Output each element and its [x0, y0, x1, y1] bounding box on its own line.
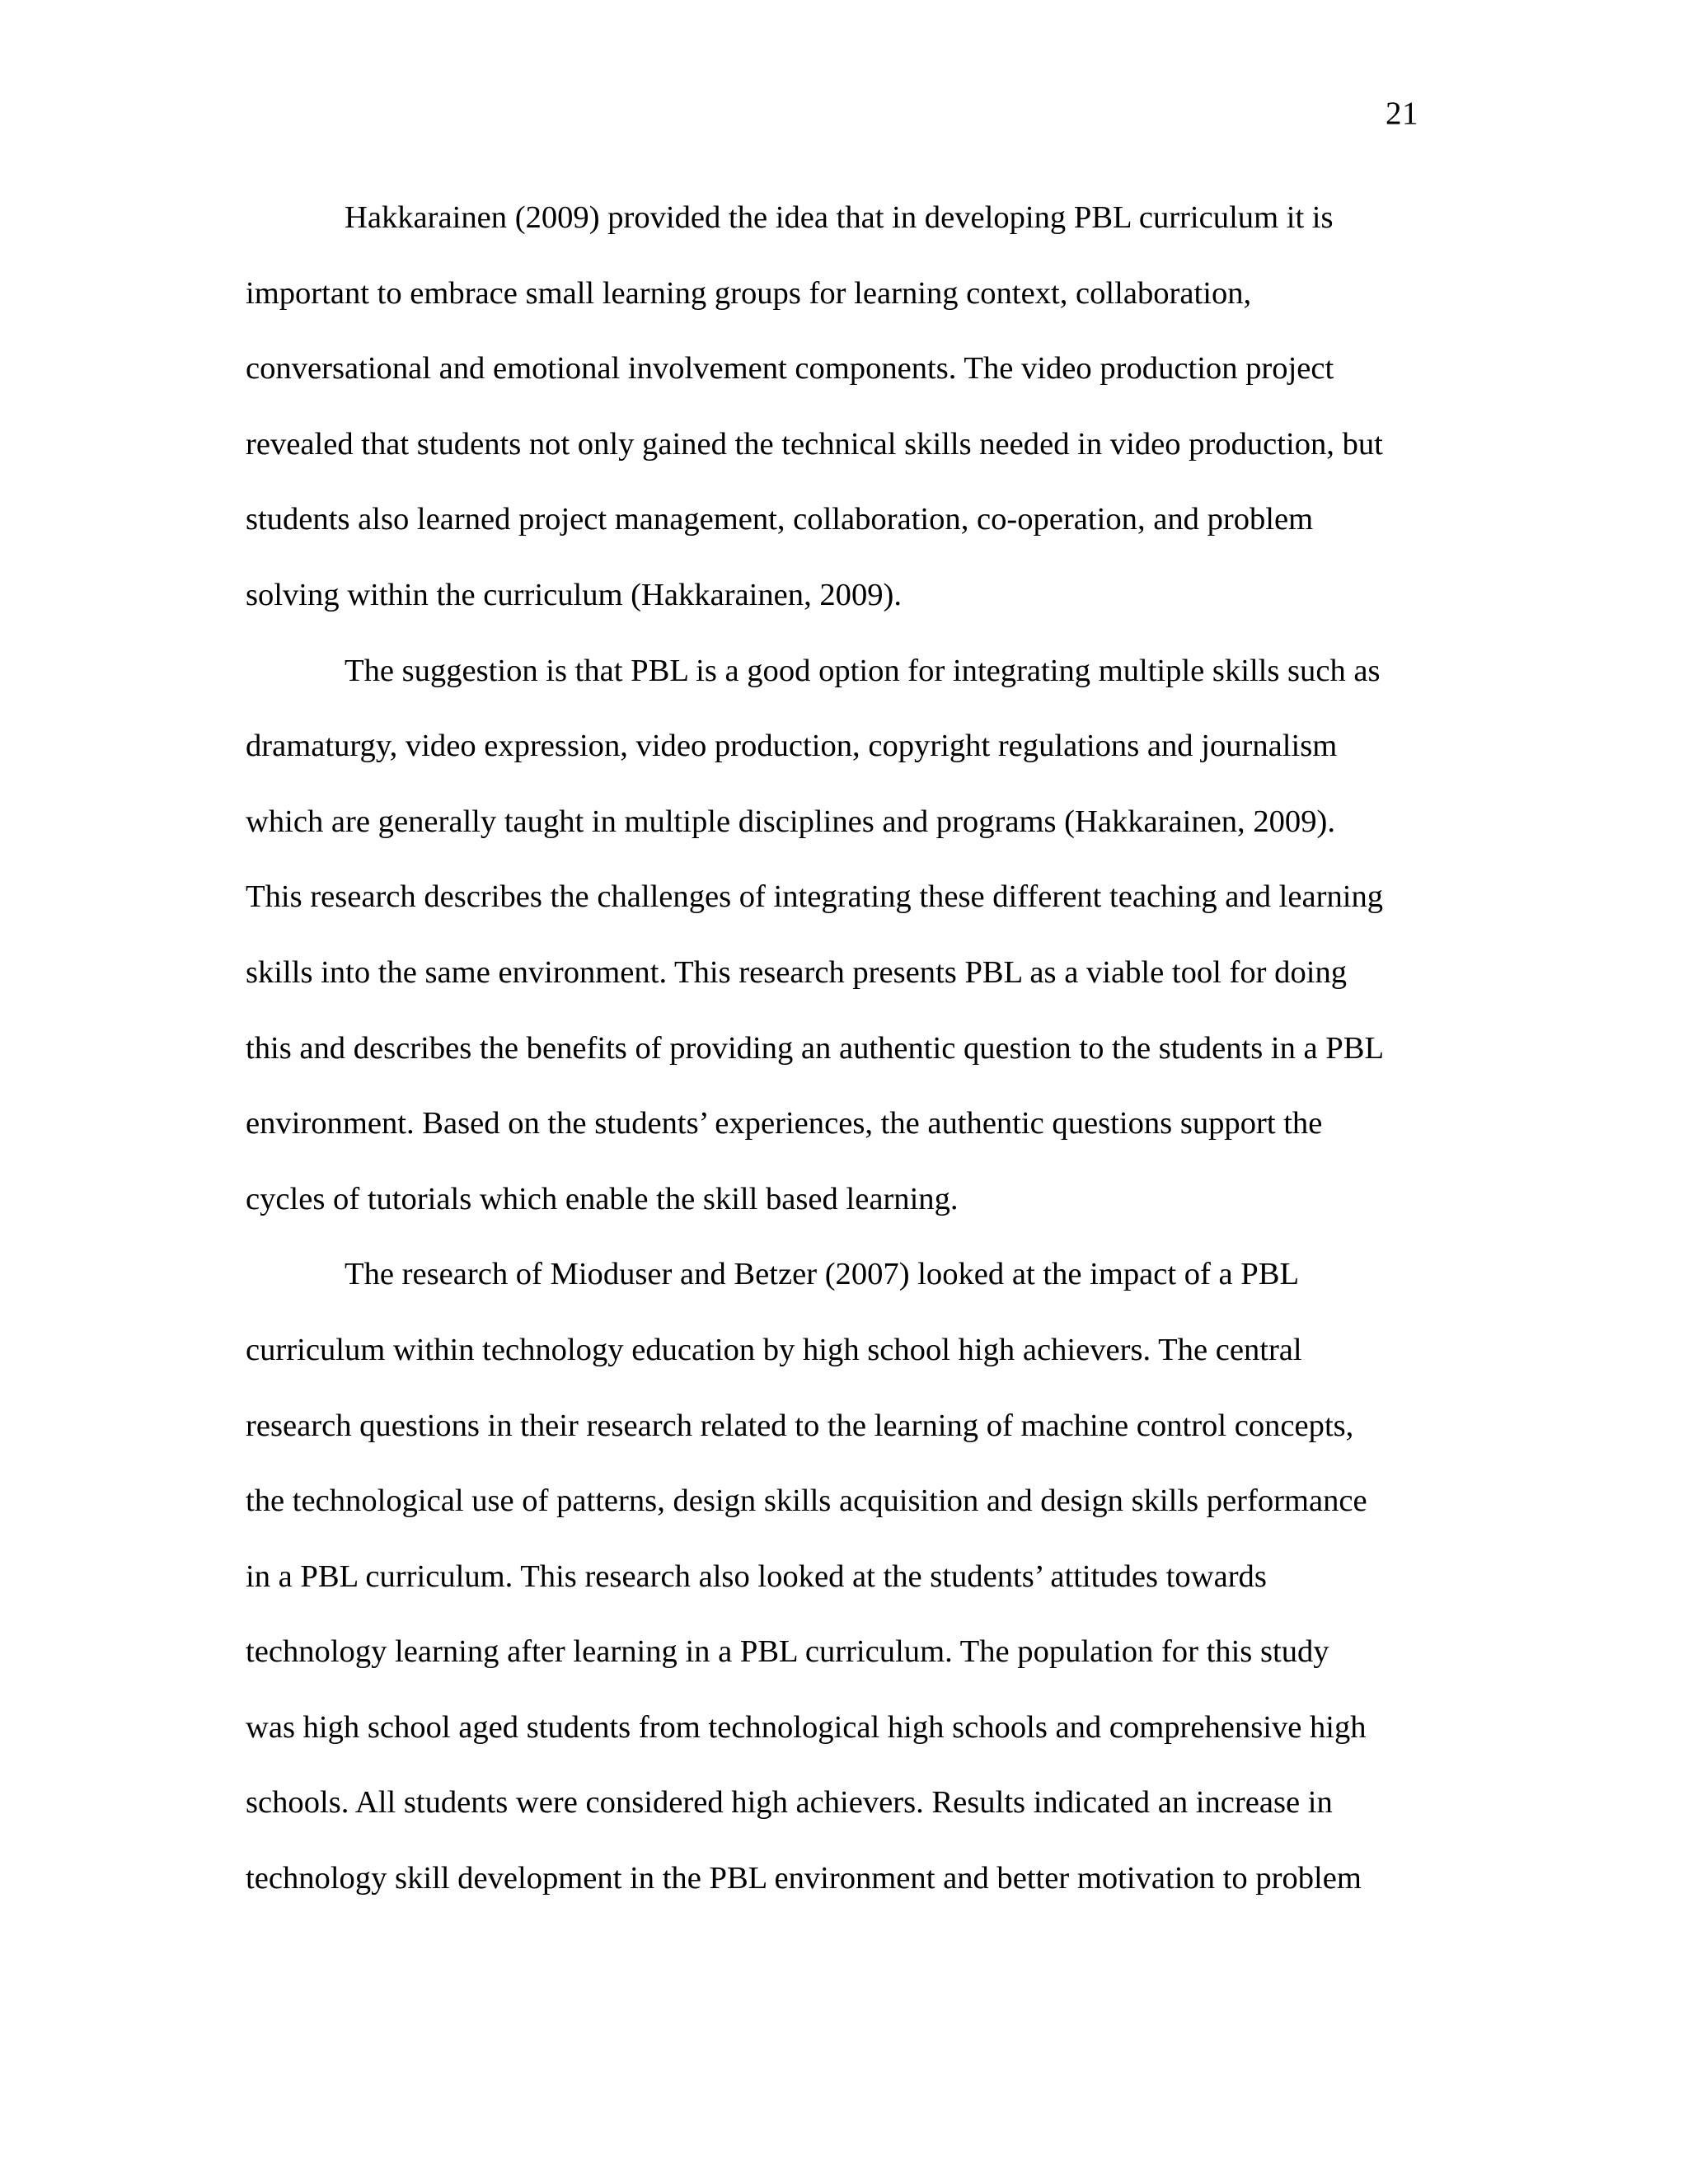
text-line: important to embrace small learning groups for learning context, collaboration, — [246, 275, 1252, 311]
text-line: skills into the same environment. This research presents PBL as a viable tool for doing — [246, 954, 1348, 990]
text-line: revealed that students not only gained the technical skills needed in video production, but — [246, 426, 1383, 462]
text-line: was high school aged students from technological high schools and comprehensive high — [246, 1709, 1367, 1745]
text-line: The research of Mioduser and Betzer (2007) looked at the impact of a PBL — [345, 1257, 1300, 1292]
text-line: cycles of tutorials which enable the skill based learning. — [246, 1181, 959, 1216]
text-line: The suggestion is that PBL is a good option for integrating multiple skills such as — [345, 653, 1381, 688]
text-line: curriculum within technology education by high school high achievers. The central — [246, 1332, 1302, 1367]
text-line: in a PBL curriculum. This research also looked at the students’ attitudes towards — [246, 1558, 1267, 1594]
text-line: schools. All students were considered high achievers. Results indicated an increase in — [246, 1785, 1333, 1821]
text-line: This research describes the challenges of integrating these different teaching and learning — [246, 879, 1384, 915]
text-line: research questions in their research related to the learning of machine control concepts, — [246, 1408, 1354, 1443]
text-line: this and describes the benefits of providing an authentic question to the students in a PBL — [246, 1030, 1385, 1066]
text-line: the technological use of patterns, design skills acquisition and design skills performance — [246, 1483, 1367, 1519]
text-line: conversational and emotional involvement components. The video production project — [246, 351, 1334, 387]
text-line: which are generally taught in multiple disciplines and programs (Hakkarainen, 2009). — [246, 804, 1335, 839]
text-line: dramaturgy, video expression, video production, copyright regulations and journalism — [246, 729, 1338, 764]
text-line: solving within the curriculum (Hakkarainen, 2009). — [246, 577, 903, 612]
text-line: environment. Based on the students’ experiences, the authentic questions support the — [246, 1106, 1323, 1141]
text-line: Hakkarainen (2009) provided the idea that in developing PBL curriculum it is — [345, 200, 1334, 235]
body-text — [246, 196, 1432, 1933]
text-line: technology learning after learning in a PBL curriculum. The population for this study — [246, 1634, 1329, 1670]
text-line: technology skill development in the PBL environment and better motivation to problem — [246, 1861, 1362, 1896]
text-line: students also learned project management, collaboration, co-operation, and problem — [246, 502, 1314, 537]
page-number: 21 — [1386, 96, 1418, 131]
